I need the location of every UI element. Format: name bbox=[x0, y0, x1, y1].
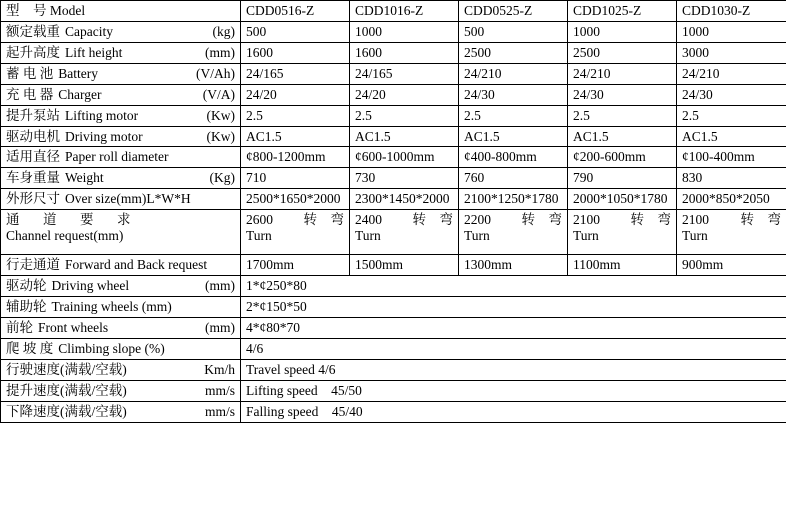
value-cell: 2.5 bbox=[677, 105, 786, 126]
row-label-front-wheels bbox=[1, 317, 241, 338]
table-row-over-size bbox=[1, 189, 786, 210]
row-label-model: 型 号 Model bbox=[1, 1, 241, 22]
value-cell: 2.5 bbox=[350, 105, 459, 126]
table-row-climbing-slope bbox=[1, 338, 786, 359]
row-label-unit: (Kg) bbox=[209, 170, 235, 186]
row-label-unit: (mm) bbox=[205, 44, 235, 60]
row-label-cjk: 行走通道 bbox=[6, 257, 60, 273]
model-cell-2: CDD0525-Z bbox=[459, 1, 568, 22]
value-cell bbox=[459, 210, 568, 255]
row-label-paper-roll-diameter bbox=[1, 147, 241, 168]
value-cell: 830 bbox=[677, 168, 786, 189]
row-label-en: Weight bbox=[65, 170, 104, 186]
row-label-en: Paper roll diameter bbox=[65, 149, 169, 165]
row-label-weight bbox=[1, 168, 241, 189]
row-label-en: Charger bbox=[58, 86, 102, 102]
value-cell: 710 bbox=[241, 168, 350, 189]
table-row-travel-speed bbox=[1, 359, 786, 380]
value-cell: ¢200-600mm bbox=[568, 147, 677, 168]
table-row-channel-request bbox=[1, 210, 786, 255]
channel-number: 2400 bbox=[355, 212, 382, 228]
channel-cjk: 转 弯 bbox=[412, 212, 453, 228]
table-row-driving-motor bbox=[1, 126, 786, 147]
value-cell bbox=[350, 210, 459, 255]
value-cell: 1700mm bbox=[241, 255, 350, 276]
value-cell: 2.5 bbox=[241, 105, 350, 126]
table-row-battery bbox=[1, 63, 786, 84]
channel-number: 2200 bbox=[464, 212, 491, 228]
channel-number: 2100 bbox=[573, 212, 600, 228]
row-label-unit: (kg) bbox=[212, 23, 235, 39]
row-label-en: Over size(mm)L*W*H bbox=[65, 191, 191, 207]
value-cell: 2.5 bbox=[459, 105, 568, 126]
value-cell: 24/20 bbox=[241, 84, 350, 105]
table-row-lifting-speed bbox=[1, 380, 786, 401]
row-label-training-wheels bbox=[1, 297, 241, 318]
value-cell: 1000 bbox=[350, 21, 459, 42]
value-cell: 2.5 bbox=[568, 105, 677, 126]
value-cell: 2300*1450*2000 bbox=[350, 189, 459, 210]
row-label-forward-back-request bbox=[1, 255, 241, 276]
model-cell-1: CDD1016-Z bbox=[350, 1, 459, 22]
table-row-weight bbox=[1, 168, 786, 189]
row-label-cjk: 提升速度(满载/空载) bbox=[6, 382, 127, 398]
channel-en: Turn bbox=[355, 228, 381, 244]
row-label-falling-speed bbox=[1, 401, 241, 422]
table-row-capacity bbox=[1, 21, 786, 42]
row-label-en: Driving motor bbox=[65, 128, 143, 144]
value-cell: 24/165 bbox=[241, 63, 350, 84]
value-cell: 24/210 bbox=[677, 63, 786, 84]
row-label-cjk: 驱动轮 bbox=[6, 278, 47, 294]
value-cell: ¢600-1000mm bbox=[350, 147, 459, 168]
value-cell: 2500 bbox=[459, 42, 568, 63]
row-label-en: Battery bbox=[58, 65, 98, 81]
table-row-falling-speed bbox=[1, 401, 786, 422]
value-cell: 790 bbox=[568, 168, 677, 189]
value-cell: AC1.5 bbox=[568, 126, 677, 147]
value-cell-merged: 1*¢250*80 bbox=[241, 276, 786, 297]
row-label-climbing-slope bbox=[1, 338, 241, 359]
value-cell: 730 bbox=[350, 168, 459, 189]
value-cell: 500 bbox=[241, 21, 350, 42]
row-label-travel-speed bbox=[1, 359, 241, 380]
value-cell: 24/20 bbox=[350, 84, 459, 105]
value-cell: 1000 bbox=[677, 21, 786, 42]
row-label-en: Lifting motor bbox=[65, 107, 139, 123]
row-label-cjk: 蓄 电 池 bbox=[6, 65, 54, 81]
value-cell bbox=[241, 210, 350, 255]
row-label-en: Forward and Back request bbox=[65, 257, 208, 273]
row-label-cjk: 辅助轮 bbox=[6, 299, 47, 315]
value-cell: 24/165 bbox=[350, 63, 459, 84]
row-label-cjk: 车身重量 bbox=[6, 170, 60, 186]
value-cell: AC1.5 bbox=[350, 126, 459, 147]
table-row-lift-height bbox=[1, 42, 786, 63]
row-label-en: Driving wheel bbox=[51, 278, 130, 294]
value-cell: AC1.5 bbox=[677, 126, 786, 147]
channel-en: Turn bbox=[573, 228, 599, 244]
model-cell-0: CDD0516-Z bbox=[241, 1, 350, 22]
table-row-training-wheels bbox=[1, 297, 786, 318]
value-cell: 3000 bbox=[677, 42, 786, 63]
table-row-front-wheels bbox=[1, 317, 786, 338]
channel-number: 2100 bbox=[682, 212, 709, 228]
value-cell: 1300mm bbox=[459, 255, 568, 276]
row-label-en: Climbing slope (%) bbox=[58, 340, 165, 356]
row-label-cjk: 充 电 器 bbox=[6, 86, 54, 102]
row-label-cjk: 驱动电机 bbox=[6, 128, 60, 144]
row-label-en: Lift height bbox=[65, 44, 123, 60]
row-label-en: Front wheels bbox=[38, 319, 109, 335]
value-cell: 24/210 bbox=[459, 63, 568, 84]
row-label-cjk: 通 道 要 求 bbox=[6, 212, 136, 228]
value-cell: 24/30 bbox=[677, 84, 786, 105]
channel-cjk: 转 弯 bbox=[521, 212, 562, 228]
row-label-unit: (mm) bbox=[205, 319, 235, 335]
row-label-unit: (mm) bbox=[205, 278, 235, 294]
row-label-cjk: 起升高度 bbox=[6, 44, 60, 60]
value-cell: 24/30 bbox=[459, 84, 568, 105]
row-label-cjk: 额定载重 bbox=[6, 23, 60, 39]
row-label-unit: mm/s bbox=[204, 382, 235, 398]
value-cell: AC1.5 bbox=[241, 126, 350, 147]
channel-en: Turn bbox=[682, 228, 708, 244]
value-cell: 2000*850*2050 bbox=[677, 189, 786, 210]
value-cell: 500 bbox=[459, 21, 568, 42]
table-row-lifting-motor bbox=[1, 105, 786, 126]
value-cell bbox=[677, 210, 786, 255]
value-cell: 2000*1050*1780 bbox=[568, 189, 677, 210]
value-cell: ¢100-400mm bbox=[677, 147, 786, 168]
row-label-cjk: 爬 坡 度 bbox=[6, 340, 54, 356]
value-cell-merged: Lifting speed 45/50 bbox=[241, 380, 786, 401]
row-label-unit: mm/s bbox=[204, 403, 235, 419]
row-label-driving-motor bbox=[1, 126, 241, 147]
row-label-channel-request bbox=[1, 210, 241, 255]
row-label-lifting-motor bbox=[1, 105, 241, 126]
channel-en: Turn bbox=[246, 228, 272, 244]
row-label-cjk: 提升泵站 bbox=[6, 107, 60, 123]
value-cell-merged: 4*¢80*70 bbox=[241, 317, 786, 338]
value-cell bbox=[568, 210, 677, 255]
row-label-unit: (Kw) bbox=[206, 107, 235, 123]
model-cell-4: CDD1030-Z bbox=[677, 1, 786, 22]
channel-cjk: 转 弯 bbox=[303, 212, 344, 228]
row-label-cjk: 行驶速度(满载/空载) bbox=[6, 361, 127, 377]
row-label-en: Channel request(mm) bbox=[6, 228, 124, 244]
row-label-cjk: 前轮 bbox=[6, 319, 33, 335]
value-cell: 1600 bbox=[241, 42, 350, 63]
row-label-en: Training wheels (mm) bbox=[51, 299, 172, 315]
row-label-lift-height bbox=[1, 42, 241, 63]
value-cell: 1600 bbox=[350, 42, 459, 63]
value-cell-merged: 4/6 bbox=[241, 338, 786, 359]
row-label-charger bbox=[1, 84, 241, 105]
table-row-charger bbox=[1, 84, 786, 105]
value-cell: 760 bbox=[459, 168, 568, 189]
row-label-unit: Km/h bbox=[204, 361, 235, 377]
value-cell: 2500*1650*2000 bbox=[241, 189, 350, 210]
row-label-over-size bbox=[1, 189, 241, 210]
row-label-cjk: 下降速度(满载/空载) bbox=[6, 403, 127, 419]
value-cell: 2100*1250*1780 bbox=[459, 189, 568, 210]
value-cell: AC1.5 bbox=[459, 126, 568, 147]
table-row-model bbox=[1, 1, 786, 22]
value-cell: ¢800-1200mm bbox=[241, 147, 350, 168]
value-cell: ¢400-800mm bbox=[459, 147, 568, 168]
model-cell-3: CDD1025-Z bbox=[568, 1, 677, 22]
channel-number: 2600 bbox=[246, 212, 273, 228]
row-label-capacity bbox=[1, 21, 241, 42]
row-label-unit: (V/A) bbox=[202, 86, 235, 102]
value-cell: 2500 bbox=[568, 42, 677, 63]
channel-cjk: 转 弯 bbox=[740, 212, 781, 228]
value-cell: 900mm bbox=[677, 255, 786, 276]
row-label-cjk: 外形尺寸 bbox=[6, 191, 60, 207]
value-cell-merged: 2*¢150*50 bbox=[241, 297, 786, 318]
table-row-driving-wheel bbox=[1, 276, 786, 297]
row-label-battery bbox=[1, 63, 241, 84]
table-row-paper-roll-diameter bbox=[1, 147, 786, 168]
row-label-en: Capacity bbox=[65, 23, 113, 39]
value-cell: 24/30 bbox=[568, 84, 677, 105]
channel-cjk: 转 弯 bbox=[630, 212, 671, 228]
value-cell: 24/210 bbox=[568, 63, 677, 84]
row-label-unit: (Kw) bbox=[206, 128, 235, 144]
row-label-cjk: 适用直径 bbox=[6, 149, 60, 165]
row-label-unit: (V/Ah) bbox=[196, 65, 235, 81]
value-cell: 1500mm bbox=[350, 255, 459, 276]
table-row-forward-back-request bbox=[1, 255, 786, 276]
value-cell: 1100mm bbox=[568, 255, 677, 276]
value-cell-merged: Travel speed 4/6 bbox=[241, 359, 786, 380]
row-label-driving-wheel bbox=[1, 276, 241, 297]
value-cell-merged: Falling speed 45/40 bbox=[241, 401, 786, 422]
channel-en: Turn bbox=[464, 228, 490, 244]
row-label-lifting-speed bbox=[1, 380, 241, 401]
value-cell: 1000 bbox=[568, 21, 677, 42]
